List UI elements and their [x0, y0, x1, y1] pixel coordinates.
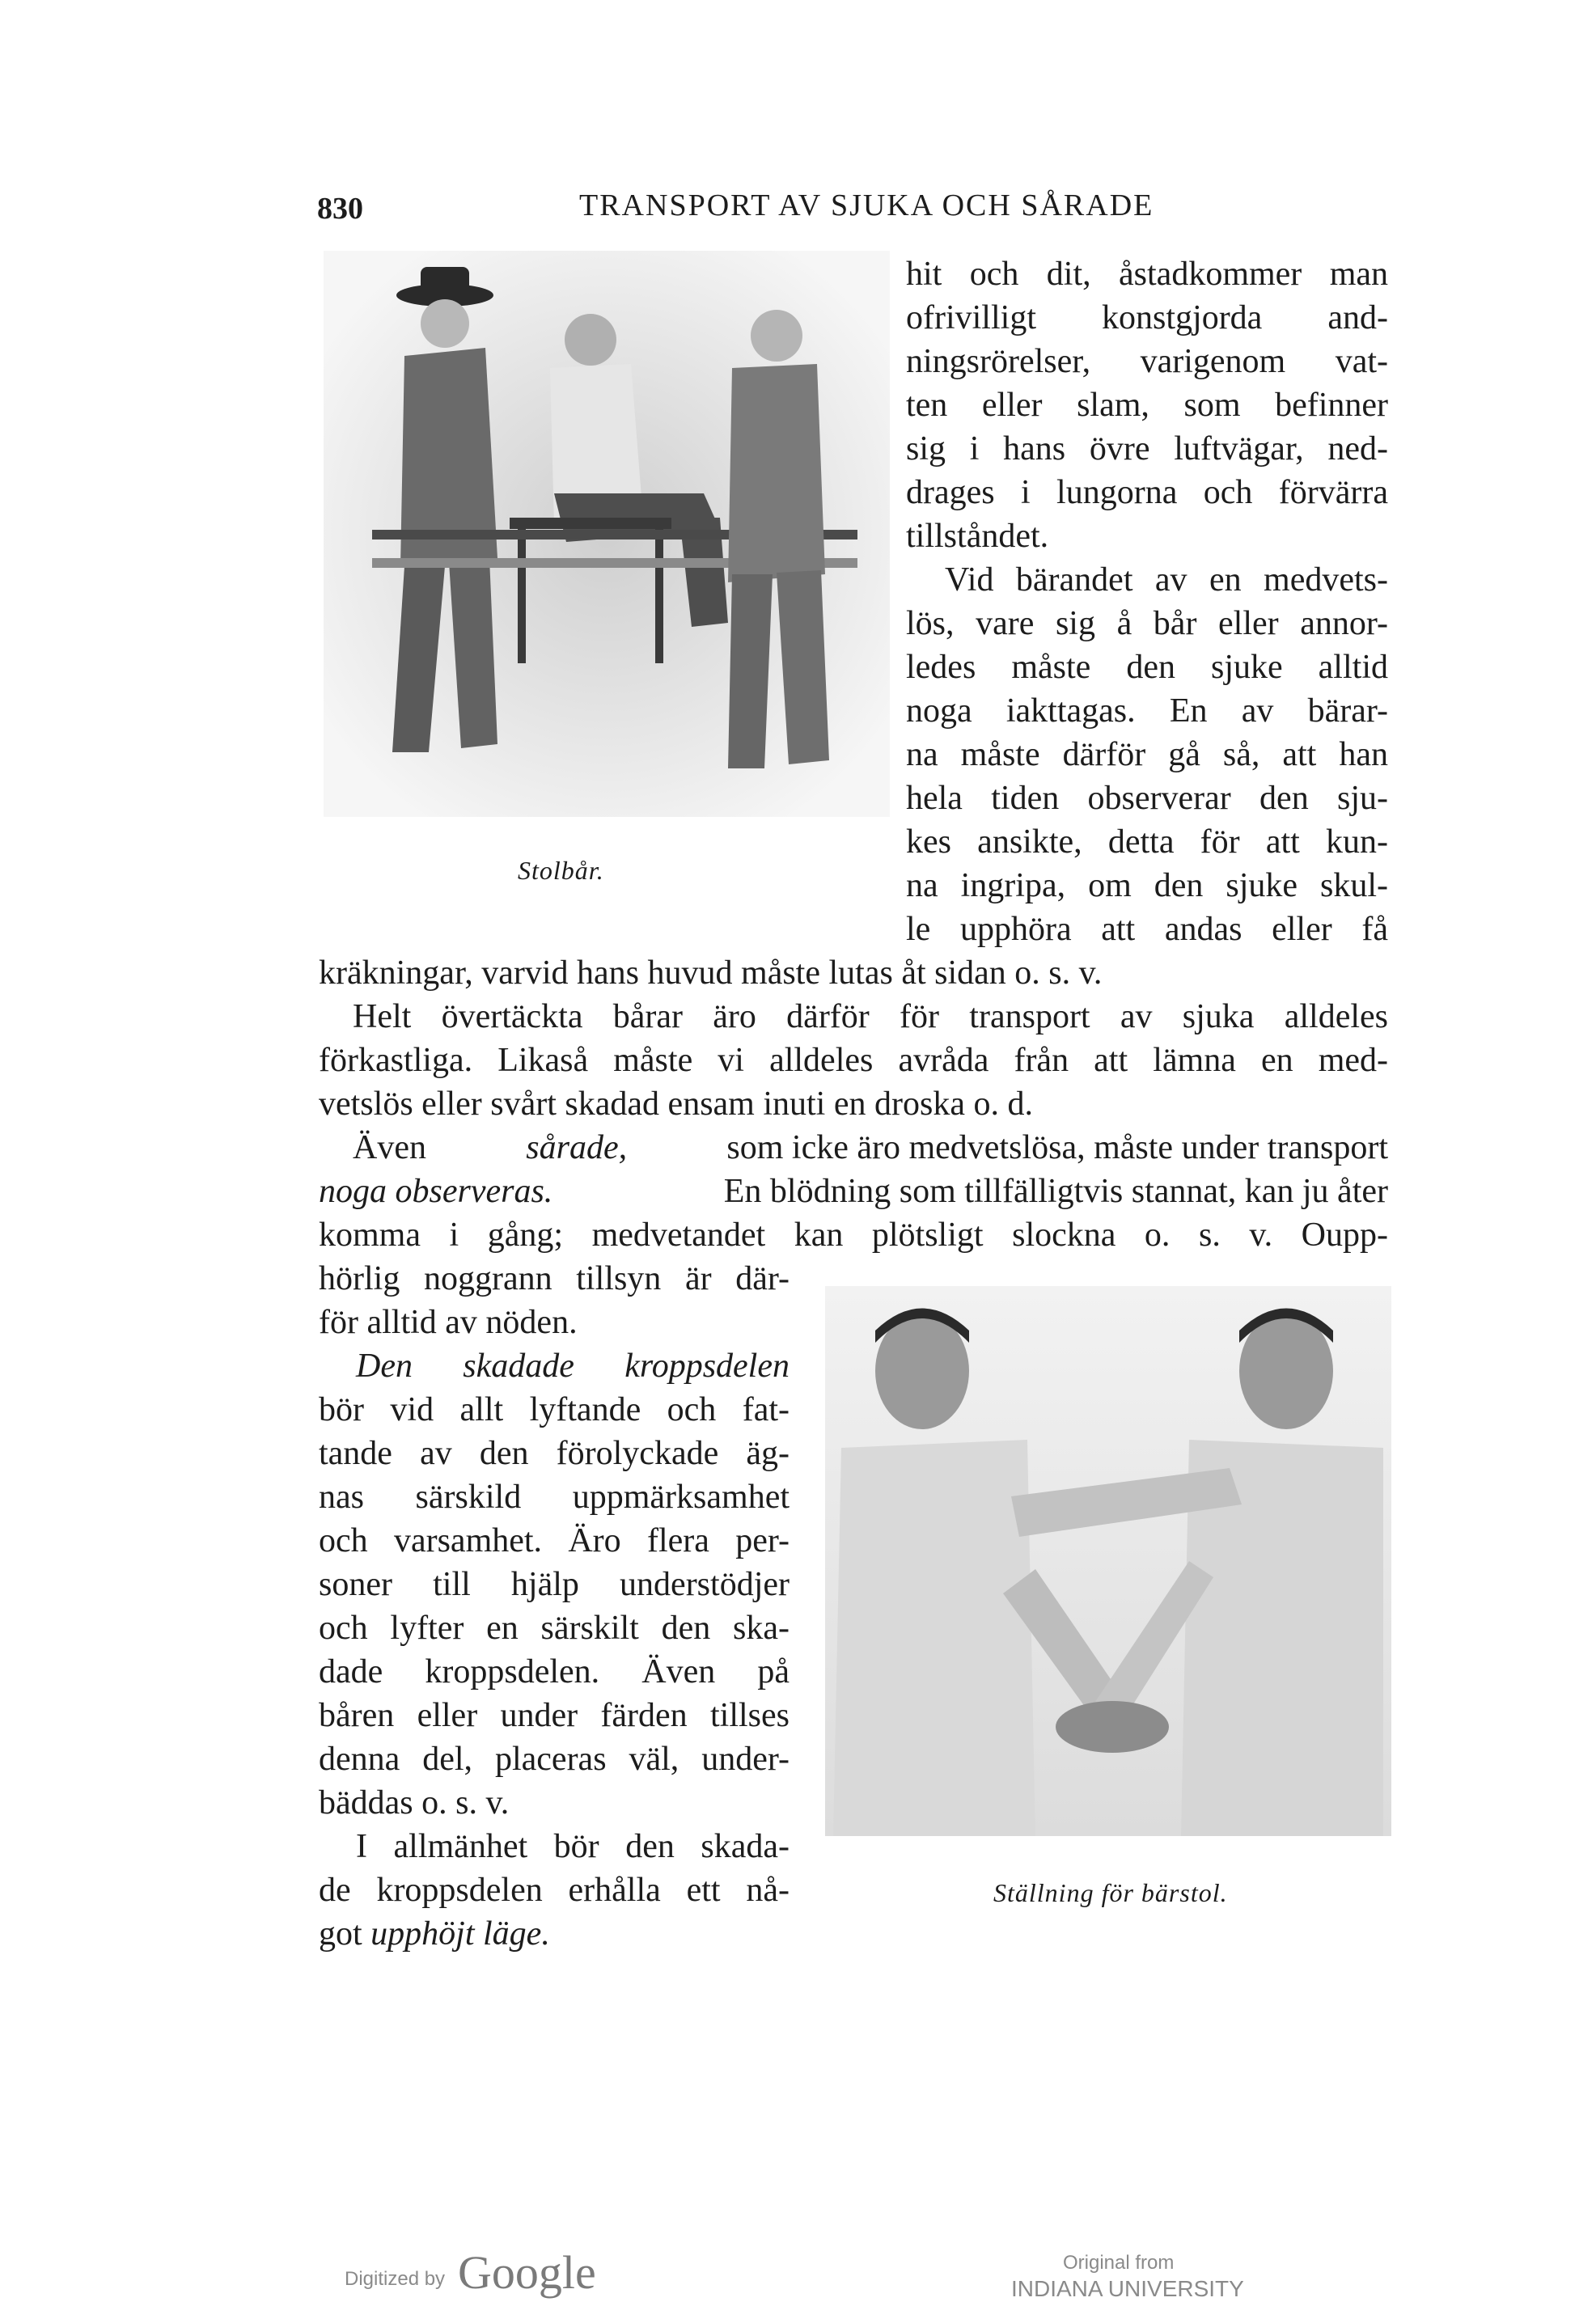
library-name: INDIANA UNIVERSITY [1011, 2276, 1244, 2301]
hand-seat-photograph [825, 1286, 1391, 1836]
page-number: 830 [317, 192, 363, 226]
text-line: drages i lungorna och förvärra [906, 474, 1388, 511]
text-segment: som icke äro medvetslösa, måste under transport [726, 1129, 1388, 1166]
text-line: ningsrörelser, varigenom vat- [906, 343, 1388, 380]
text-line: förkastliga. Likaså måste vi alldeles avråda från att lämna en med- [319, 1042, 1388, 1079]
text-line: vetslös eller svårt skadad ensam inuti en droska o. d. [319, 1085, 1033, 1123]
text-line: ten eller slam, som befinner [906, 387, 1388, 424]
text-line: hit och dit, åstadkommer man [906, 256, 1388, 293]
emphasis-upphojt-lage: upphöjt läge. [370, 1915, 550, 1953]
text-line: ledes måste den sjuke alltid [906, 649, 1388, 686]
text-line: I allmänhet bör den skada- [356, 1828, 790, 1865]
figure-caption-hand-seat: Ställning för bärstol. [993, 1878, 1228, 1907]
text-line: denna del, placeras väl, under- [319, 1741, 790, 1778]
text-line: för alltid av nöden. [319, 1304, 578, 1341]
text-line: och varsamhet. Äro flera per- [319, 1522, 790, 1559]
running-title: TRANSPORT AV SJUKA OCH SÅRADE [579, 188, 1154, 222]
chair-stretcher-illustration [324, 251, 890, 817]
text-line: noga iakttagas. En av bärar- [906, 692, 1388, 730]
text-line: tillståndet. [906, 518, 1049, 555]
text-segment: En blödning som tillfälligtvis stannat, kan ju åter [723, 1173, 1388, 1210]
original-from-label: Original from [1063, 2252, 1175, 2274]
text-line: Helt övertäckta bårar äro därför för transport av sjuka alldeles [353, 998, 1388, 1035]
text-line [319, 1912, 550, 1956]
text-word: Även [353, 1129, 426, 1166]
text-line: nas särskild uppmärksamhet [319, 1479, 790, 1516]
emphasis-sarade: sårade, [526, 1129, 628, 1166]
text-line: komma i gång; medvetandet kan plötsligt slockna o. s. v. Oupp- [319, 1217, 1388, 1254]
text-line: de kroppsdelen erhålla ett nå- [319, 1872, 790, 1909]
text-word: got [319, 1915, 362, 1953]
text-line [356, 1344, 790, 1388]
text-line [319, 1170, 1388, 1213]
digitized-by-label: Digitized by [345, 2268, 446, 2290]
hand-seat-drawing [825, 1286, 1391, 1836]
emphasis-noga-observeras: noga observeras. [319, 1173, 553, 1210]
text-line [353, 1126, 1388, 1170]
text-line: hela tiden observerar den sju- [906, 780, 1388, 817]
text-line: bör vid allt lyftande och fat- [319, 1391, 790, 1428]
text-line: lös, vare sig å bår eller annor- [906, 605, 1388, 642]
chair-stretcher-drawing [324, 251, 890, 817]
figure-caption-chair-stretcher: Stolbår. [518, 856, 604, 885]
text-line: na ingripa, om den sjuke skul- [906, 867, 1388, 904]
text-line: dade kroppsdelen. Även på [319, 1653, 790, 1690]
text-line: na måste därför gå så, att han [906, 736, 1388, 773]
emphasis-den-skadade-kroppsdelen: Den skadade kroppsdelen [356, 1348, 790, 1385]
text-line: ofrivilligt konstgjorda and- [906, 299, 1388, 336]
text-line: kes ansikte, detta för att kun- [906, 823, 1388, 861]
text-line: hörlig noggrann tillsyn är där- [319, 1260, 790, 1297]
text-line: sig i hans övre luftvägar, ned- [906, 430, 1388, 468]
text-line: båren eller under färden tillses [319, 1697, 790, 1734]
text-line: le upphöra att andas eller få [906, 911, 1388, 948]
text-line: bäddas o. s. v. [319, 1784, 510, 1822]
text-line: tande av den förolyckade äg- [319, 1435, 790, 1472]
google-logo: Google [458, 2246, 596, 2299]
text-line: kräkningar, varvid hans huvud måste lutas åt sidan o. s. v. [319, 954, 1103, 992]
text-line: soner till hjälp understödjer [319, 1566, 790, 1603]
text-line: Vid bärandet av en medvets- [945, 561, 1388, 599]
text-line: och lyfter en särskilt den ska- [319, 1610, 790, 1647]
